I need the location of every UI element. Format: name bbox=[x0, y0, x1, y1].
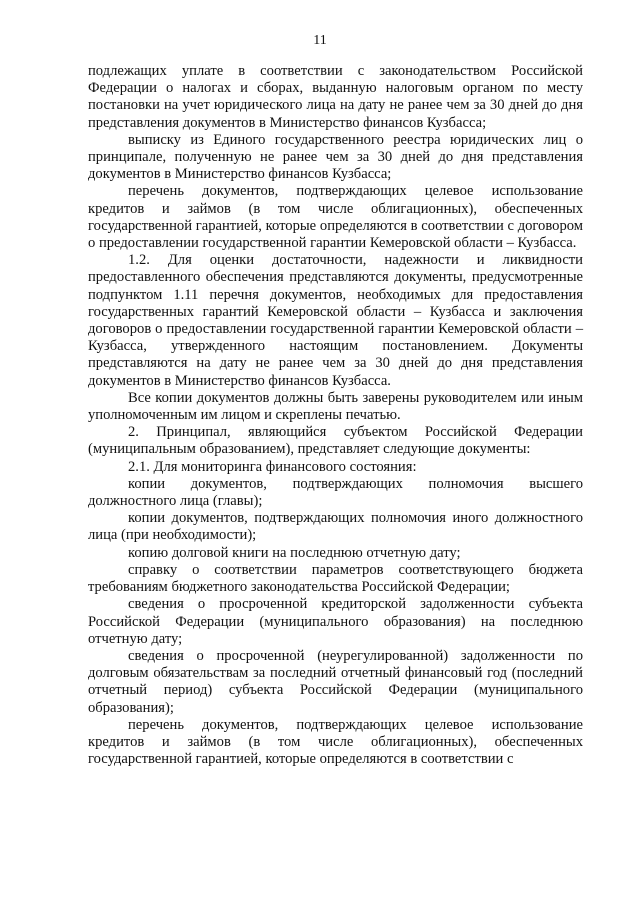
paragraph: копии документов, подтверждающих полномочия иного должностного лица (при необходимости); bbox=[88, 510, 583, 544]
paragraph: выписку из Единого государственного реестра юридических лиц о принципале, полученную не ранее чем за 30 дней до дня представления документов в Министерство финансов Кузбасса; bbox=[88, 131, 583, 183]
paragraph: копии документов, подтверждающих полномочия высшего должностного лица (главы); bbox=[88, 475, 583, 510]
paragraph: 1.2. Для оценки достаточности, надежности и ликвидности предоставленного обеспечения представляются документы, предусмотренные подпунктом 1.11 перечня документов, необходимых для предоставления государственных гарантий Кемеровской области – Кузбасса и заключения договоров о предоставлении государственной гарантии Кемеровской области – Кузбасса, утвержденного настоящим постановлением. Документы представляются на дату не ранее чем за 30 дней до дня представления документов в Министерство финансов Кузбасса. bbox=[88, 252, 583, 389]
page-number: 11 bbox=[313, 33, 327, 48]
paragraph: перечень документов, подтверждающих целевое использование кредитов и займов (в том числе облигационных), обеспеченных государственной гарантией, которые определяются в соответствии с bbox=[88, 716, 583, 768]
document-body bbox=[88, 63, 583, 768]
paragraph: подлежащих уплате в соответствии с законодательством Российской Федерации о налогах и сборах, выданную налоговым органом по месту постановки на учет юридического лица на дату не ранее чем за 30 дней до дня представления документов в Министерство финансов Кузбасса; bbox=[88, 63, 583, 131]
paragraph: сведения о просроченной (неурегулированной) задолженности по долговым обязательствам за последний отчетный финансовый год (последний отчетный период) субъекта Российской Федерации (муниципального образования); bbox=[88, 647, 583, 716]
paragraph: Все копии документов должны быть заверены руководителем или иным уполномоченным им лицом и скреплены печатью. bbox=[88, 389, 583, 424]
paragraph: копию долговой книги на последнюю отчетную дату; bbox=[128, 544, 461, 561]
paragraph: сведения о просроченной кредиторской задолженности субъекта Российской Федерации (муниципального образования) на последнюю отчетную дату; bbox=[88, 596, 583, 647]
paragraph: 2.1. Для мониторинга финансового состояния: bbox=[128, 458, 417, 475]
paragraph: перечень документов, подтверждающих целевое использование кредитов и займов (в том числе облигационных), обеспеченных государственной гарантией, которые определяются в соответствии с договором о предоставлении государственной гарантии Кемеровской области – Кузбасса. bbox=[88, 183, 583, 252]
paragraph: 2. Принципал, являющийся субъектом Российской Федерации (муниципальным образованием), представляет следующие документы: bbox=[88, 424, 583, 458]
paragraph: справку о соответствии параметров соответствующего бюджета требованиям бюджетного законодательства Российской Федерации; bbox=[88, 561, 583, 596]
